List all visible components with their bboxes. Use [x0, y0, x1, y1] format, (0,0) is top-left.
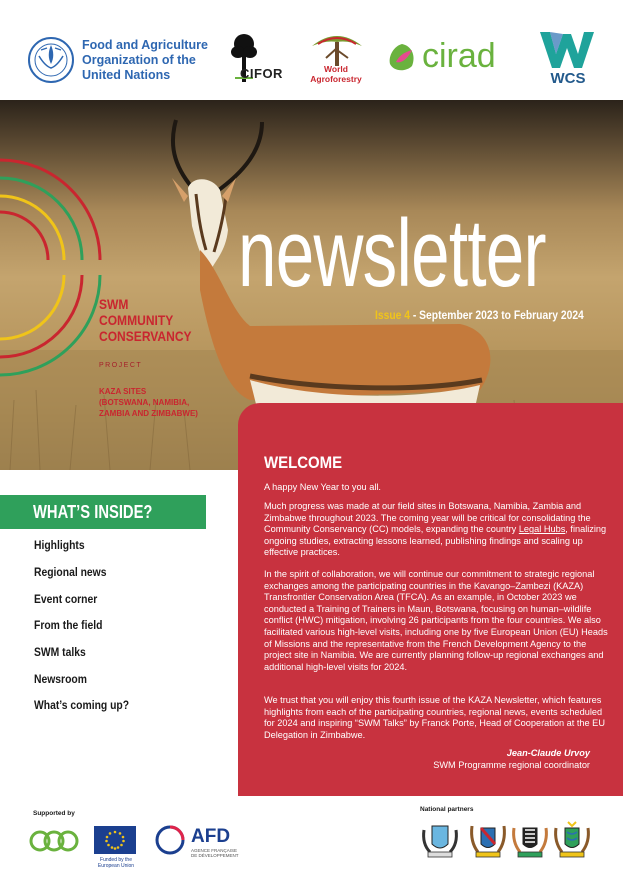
welcome-paragraph-2: In the spirit of collaboration, we will continue our commitment to strategic regional exchanges among the participating countries in the Kavango–Zambezi (KAZA) Transfrontier Conservation Area (TFCA). As an example, in October 2023 we conducted a Training of Trainers in Maun, Botswana, focusing on human–wildlife conflict (HWC) mitigation, involving 26 participants from the four countries. We also facilitated various high-level visits, including one by five European Union (EU) Heads of Missions and the representative from the French Development Agency to the project site in Namibia. We are currently planning follow-up regional exchanges and additional high-level visits for 2024. [264, 569, 608, 672]
signatory-name: Jean-Claude Urvoy [506, 748, 590, 758]
whats-inside-title: WHAT’S INSIDE? [33, 502, 153, 522]
eu-flag-icon [94, 826, 136, 854]
issue-dates: - September 2023 to February 2024 [410, 308, 584, 322]
toc-item-newsroom[interactable]: Newsroom [34, 674, 87, 686]
newsletter-title: newsletter [238, 200, 546, 307]
eu-funded-caption: Funded by the European Union [97, 857, 135, 869]
partner-logo-bar [0, 0, 623, 100]
toc-item-whats-coming-up[interactable]: What’s coming up? [34, 700, 130, 712]
zimbabwe-coat-of-arms-icon [552, 818, 592, 860]
fao-emblem-icon [27, 36, 75, 84]
signatory-role: SWM Programme regional coordinator [433, 760, 590, 770]
issue-line [375, 308, 584, 322]
supported-by-label: Supported by [33, 810, 75, 817]
cirad-wordmark: cirad [422, 37, 496, 75]
welcome-heading: WELCOME [264, 453, 343, 472]
legal-hubs-link[interactable]: Legal Hubs [518, 524, 566, 535]
toc-item-swm-talks[interactable]: SWM talks [34, 647, 86, 659]
welcome-paragraph-1: Much progress was made at our field sites in Botswana, Namibia, Zambia and Zimbabwe throughout 2023. The coming year will be critical for consolidating the Community Conservancy (CC) models, expanding the country Legal Hubs, finalizing ongoing studies, extracting lessons learned, publishing findings and scaling up effective practices. [264, 501, 607, 558]
cirad-leaf-icon [386, 42, 418, 74]
whats-inside-banner [0, 495, 206, 529]
toc-item-regional-news[interactable]: Regional news [34, 567, 107, 579]
wcs-wordmark: WCS [550, 70, 586, 87]
botswana-coat-of-arms-icon [420, 818, 460, 860]
afd-ring-icon [154, 824, 186, 856]
acp-logo-icon [30, 826, 78, 856]
afd-subtitle: AGENCE FRANÇAISE DE DÉVELOPPEMENT [191, 848, 239, 858]
welcome-panel [238, 403, 623, 796]
project-label: PROJECT [99, 362, 143, 369]
zambia-coat-of-arms-icon [510, 818, 550, 860]
toc-item-from-the-field[interactable]: From the field [34, 620, 103, 632]
issue-number: Issue 4 [375, 308, 411, 322]
national-partners-label: National partners [420, 806, 474, 813]
cifor-wordmark: CIFOR [240, 66, 283, 81]
namibia-coat-of-arms-icon [468, 818, 508, 860]
world-agroforestry-wordmark: World Agroforestry [310, 64, 362, 84]
welcome-greeting: A happy New Year to you all. [264, 482, 381, 492]
project-title: SWM COMMUNITY CONSERVANCY [99, 296, 192, 344]
afd-wordmark: AFD [191, 826, 231, 847]
project-sites: KAZA SITES (BOTSWANA, NAMIBIA, ZAMBIA AND ZIMBABWE) [99, 387, 198, 418]
toc-item-event-corner[interactable]: Event corner [34, 594, 98, 606]
fao-organization-name: Food and Agriculture Organization of the United Nations [82, 38, 208, 82]
toc-item-highlights[interactable]: Highlights [34, 540, 85, 552]
welcome-paragraph-3: We trust that you will enjoy this fourth issue of the KAZA Newsletter, which features highlights from each of the participating countries, regional news, events scheduled for 2024 and inspiring “SWM Talks” by Franck Porte, Head of Cooperation at the EU Delegation in Zimbabwe. [264, 695, 605, 740]
wcs-w-icon [538, 30, 596, 70]
